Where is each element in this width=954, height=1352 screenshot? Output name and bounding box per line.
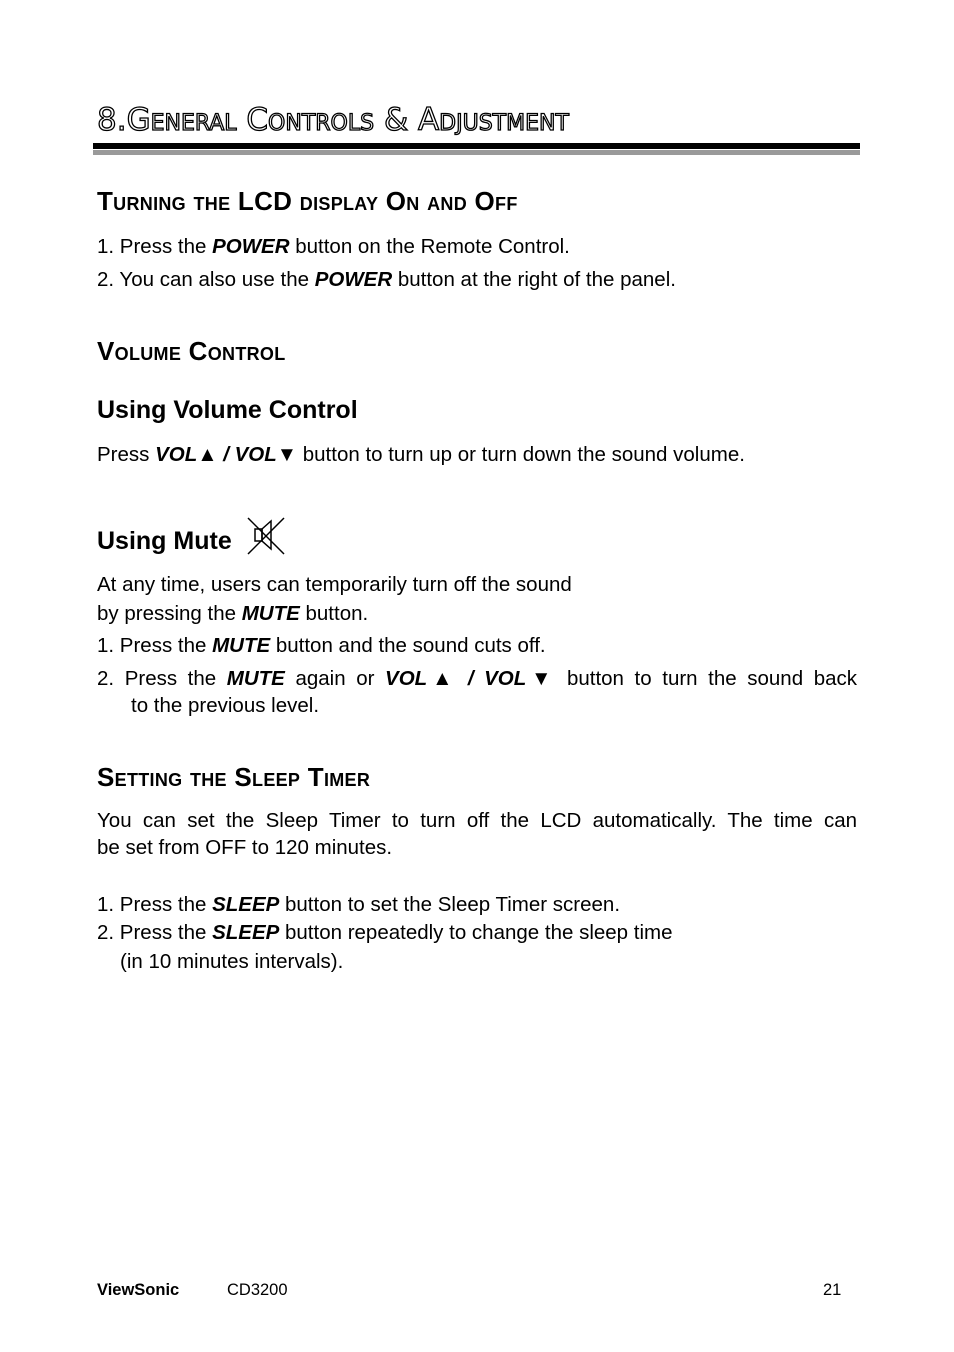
section-title-sleep: Setting the Sleep Timer xyxy=(97,762,371,792)
power-step-2: 2. You can also use the POWER button at the right of the panel. xyxy=(97,268,676,291)
mute-step-2-continued: to the previous level. xyxy=(131,694,320,717)
chapter-title: 8.General Controls & Adjustment xyxy=(97,102,569,138)
volume-instruction: Press VOL▲ / VOL▼ button to turn up or turn down the sound volume. xyxy=(97,443,745,466)
sleep-step-2: 2. Press the SLEEP button repeatedly to change the sleep time xyxy=(97,921,673,944)
sleep-para-1: You can set the Sleep Timer to turn off the LCD automatically. The time can xyxy=(97,809,857,832)
subhead-using-mute: Using Mute xyxy=(97,527,232,555)
page-number: 21 xyxy=(823,1281,842,1299)
sleep-step-1: 1. Press the SLEEP button to set the Sleep Timer screen. xyxy=(97,893,621,916)
subhead-using-volume: Using Volume Control xyxy=(97,396,358,424)
mute-step-1: 1. Press the MUTE button and the sound cuts off. xyxy=(97,634,546,657)
power-step-1: 1. Press the POWER button on the Remote Control. xyxy=(97,235,570,258)
speaker-muted-icon xyxy=(245,515,287,557)
mute-intro-1: At any time, users can temporarily turn off the sound xyxy=(97,573,572,596)
title-rule-shadow xyxy=(93,150,860,155)
footer-brand: ViewSonic xyxy=(97,1281,180,1299)
mute-step-2: 2. Press the MUTE again or VOL▲ / VOL▼ button to turn the sound back xyxy=(97,667,857,690)
section-title-volume: Volume Control xyxy=(97,336,286,366)
footer-model: CD3200 xyxy=(227,1281,288,1299)
sleep-step-2-continued: (in 10 minutes intervals). xyxy=(120,950,344,973)
sleep-para-2: be set from OFF to 120 minutes. xyxy=(97,836,393,859)
section-title-power: Turning the LCD display On and Off xyxy=(97,186,518,216)
title-rule xyxy=(93,143,860,149)
mute-intro-2: by pressing the MUTE button. xyxy=(97,602,369,625)
